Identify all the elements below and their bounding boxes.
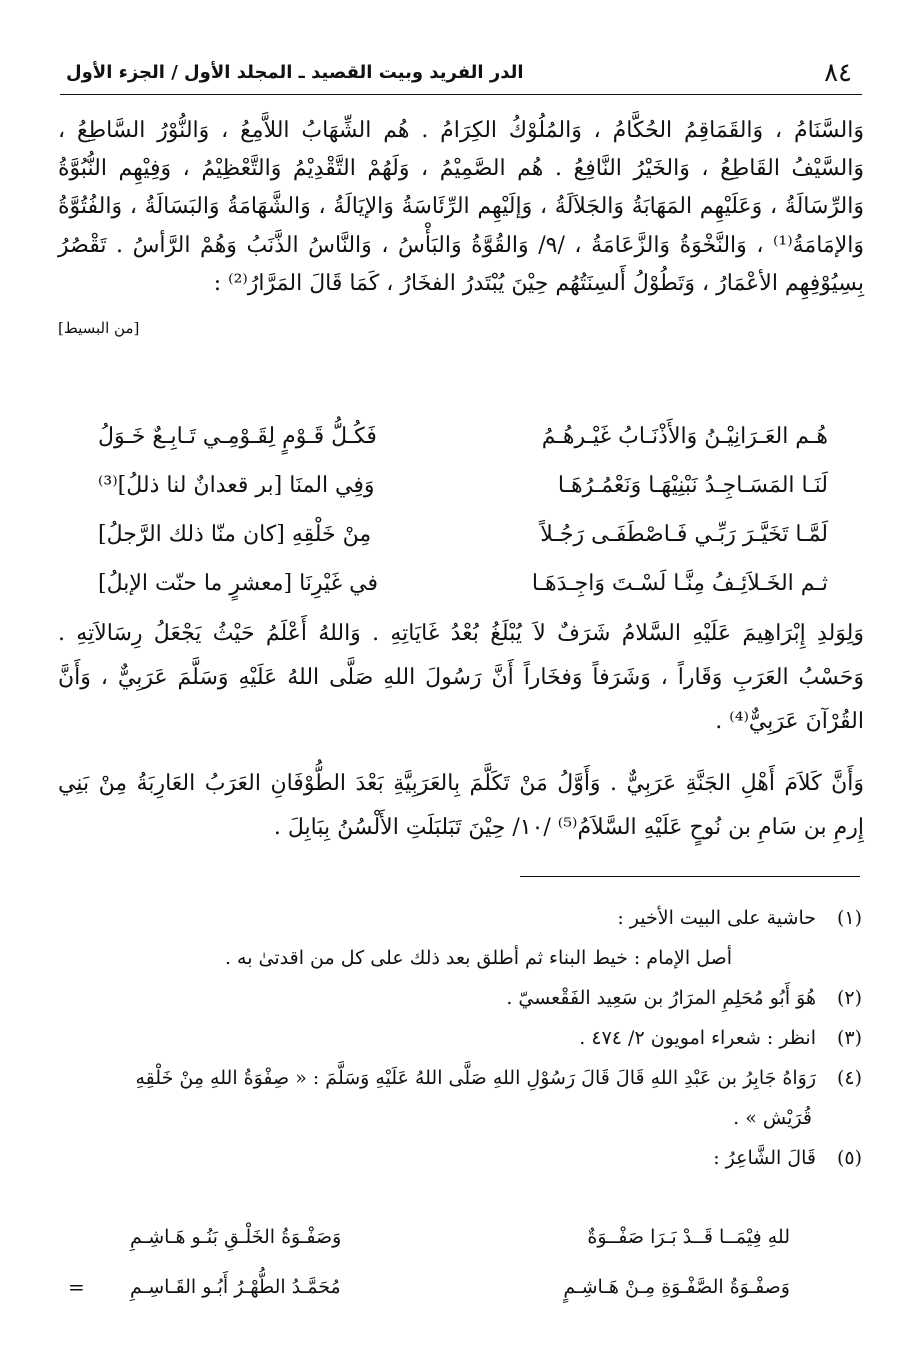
second-hemistich: وَصَفْـوَةُ الخَلْـقِ بَنُـو هَـاشِـمِ <box>130 1226 342 1248</box>
continuation-mark: = <box>68 1275 85 1299</box>
first-hemistich: لَمَّـا تَخَيَّـرَ رَبِّـي فَـاصْطَفَـى رَجُـلاً <box>540 522 828 547</box>
paragraph-2-block <box>58 612 864 744</box>
footnote-1 <box>60 898 862 938</box>
first-hemistich: ثـم الخَـلاَئِـفُ مِنَّـا لَسْـتَ وَاجِـدَهَـا <box>531 571 828 596</box>
footnote-poem <box>130 1212 790 1312</box>
footnote-text: أصل الإمام : خيط البناء ثم أطلق بعد ذلك على كل من اقدتىٰ به . <box>224 947 732 969</box>
footnote-4 <box>60 1058 862 1098</box>
footnote-5 <box>60 1138 862 1178</box>
paragraph-1: وَالسَّنَامُ ، وَالقَمَاقِمُ الحُكَّامُ ، وَالمُلُوْكُ الكِرَامُ . هُم الشِّهَابُ اللاَّمِعُ ، وَالنُّوْرُ السَّاطِعُ ، وَالسَّيْفُ القَاطِعُ ، وَالخَيْرُ النَّافِعُ . هُم الصَّمِيْمُ ، وَلَهُمْ التَّقْدِيْمُ وَالتَّعْظِيْمُ ، وَفِيْهِم النُّبُوَّةُ وَالرِّسَالَةُ ، وَعَلَيْهِم المَهَابَةُ وَالجَلاَلَةُ ، وَإلَيْهِم الرِّئَاسَةُ وَالإيَالَةُ ، وَالشَّهَامَةُ وَالبَسَالَةُ ، وَالفُتُوَّةُ وَالإمَامَةُ⁽¹⁾ ، وَالنَّخْوَةُ وَالزَّعَامَةُ ، /٩/ وَالقُوَّةُ وَالبَأْسُ ، وَالنَّاسُ الذَّنَبُ وَهُمْ الرَّأسُ . تَقْصُرُ بِسِيُوْفِهِم الأعْمَارُ ، وَتَطُوْلُ أَلسِنَتُهُم حِيْنَ يُبْتَدرُ الفخَارُ ، كَمَا قَالَ المَرَّارُ⁽²⁾ : <box>58 118 864 296</box>
footnote-2 <box>60 978 862 1018</box>
footnote-text: رَوَاهُ جَابِرُ بن عَبْدِ اللهِ قَالَ قَالَ رَسُوْلِ اللهِ صَلَّى اللهُ عَلَيْهِ وَسَلَّمَ : « صِفْوَةُ اللهِ مِنْ خَلْقِهِ <box>135 1067 816 1089</box>
footnote-rule <box>520 876 860 877</box>
page-number: ٨٤ <box>824 58 852 88</box>
paragraph-3: وَأَنَّ كَلاَمَ أَهْلِ الجَنَّةِ عَرَبِيٌّ . وَأَوَّلُ مَنْ تَكَلَّمَ بِالعَرَبِيَّةِ بَعْدَ الطُّوْفَانِ العَرَبُ العَارِبَةُ مِنْ بَنِي إِرمِ بن سَامِ بن نُوحٍ عَلَيْهِ السَّلاَمُ⁽⁵⁾ /١٠/ حِيْنَ تَبَلبَلَتِ الأَلْسُنُ بِبَابِلَ . <box>58 771 864 840</box>
poem <box>98 412 828 608</box>
second-hemistich: مِنْ خَلْقِهِ [كان منّا ذلك الرَّجلُ] <box>98 522 372 547</box>
poem-line <box>98 412 828 461</box>
footnotes <box>60 898 862 1178</box>
second-hemistich: في غَيْرِنَا [معشرٍ ما حنّت الإبلُ] <box>98 571 379 596</box>
footnote-number: (٤) <box>836 1067 862 1089</box>
footnote-number: (١) <box>836 907 862 929</box>
footnote-text: انظر : شعراء امويون ٢/ ٤٧٤ . <box>579 1027 816 1049</box>
main-paragraph <box>58 112 864 347</box>
paragraph-3-block <box>58 762 864 850</box>
footnote-3 <box>60 1018 862 1058</box>
poem-line <box>130 1262 790 1312</box>
first-hemistich: هُـم العَـرَانِيْـنُ وَالأَذْنَـابُ غَيْـرهُـمُ <box>541 424 828 449</box>
first-hemistich: لَنَـا المَسَـاجِـدُ نَبْنِيْهَـا وَنَعْمُـرُهَـا <box>557 473 828 498</box>
header-rule <box>60 94 862 95</box>
page-header <box>60 58 862 94</box>
footnote-text: قَالَ الشَّاعِرُ : <box>713 1147 816 1169</box>
first-hemistich: وَصفْـوَةُ الصَّفْـوَةِ مِـنْ هَـاشِـمٍ <box>563 1276 790 1298</box>
first-hemistich: للهِ فِيْمَــا قَــدْ بَـرَا صَفْــوَةٌ <box>587 1226 790 1248</box>
second-hemistich: وَفِي المنَا [بر قعدانٌ لنا ذللُ]⁽³⁾ <box>98 473 375 498</box>
poem-line <box>130 1212 790 1262</box>
poem-line <box>98 461 828 510</box>
running-title: الدر الفريد وبيت القصيد ـ المجلد الأول / الجزء الأول <box>66 62 524 83</box>
footnote-1-detail <box>60 938 862 978</box>
paragraph-2: وَلِوَلدِ إِبْرَاهِيمَ عَلَيْهِ السَّلامُ شَرَفٌ لاَ يُبْلَغُ بُعْدُ غَايَاتِهِ . وَاللهُ أَعْلَمُ حَيْثُ يَجْعَلُ رِسَالاَتِهِ . وَحَسْبُ العَرَبِ وَقَاراً ، وَشَرَفاً وَفخَاراً أَنَّ رَسُولَ اللهِ صَلَّى اللهُ عَلَيْهِ وَسَلَّمَ عَرَبِيٌّ ، وَأَنَّ القُرْآنَ عَرَبِيٌّ⁽⁴⁾ . <box>58 621 864 734</box>
poem-line <box>98 510 828 559</box>
second-hemistich: فَكُـلُّ قَـوْمٍ لِقَـوْمِـي تَـابِـعٌ خَـوَلُ <box>98 424 377 449</box>
footnote-4-continued <box>60 1098 862 1138</box>
footnote-number: (٥) <box>836 1147 862 1169</box>
meter-note: [من البسيط] <box>58 319 140 338</box>
poem-line <box>98 559 828 608</box>
footnote-text: قُرَيْش » . <box>733 1107 812 1129</box>
footnote-number: (٣) <box>836 1027 862 1049</box>
footnote-text: هُوَ أَبُو مُحَلِمِ المرَارُ بن سَعِيد الفَقْعسيّ . <box>506 987 816 1009</box>
second-hemistich: مُحَمَّـدُ الطُّهْـرُ أَبُـو القَـاسِـمِ <box>130 1276 341 1298</box>
footnote-number: (٢) <box>836 987 862 1009</box>
footnote-text: حاشية على البيت الأخير : <box>617 907 816 929</box>
